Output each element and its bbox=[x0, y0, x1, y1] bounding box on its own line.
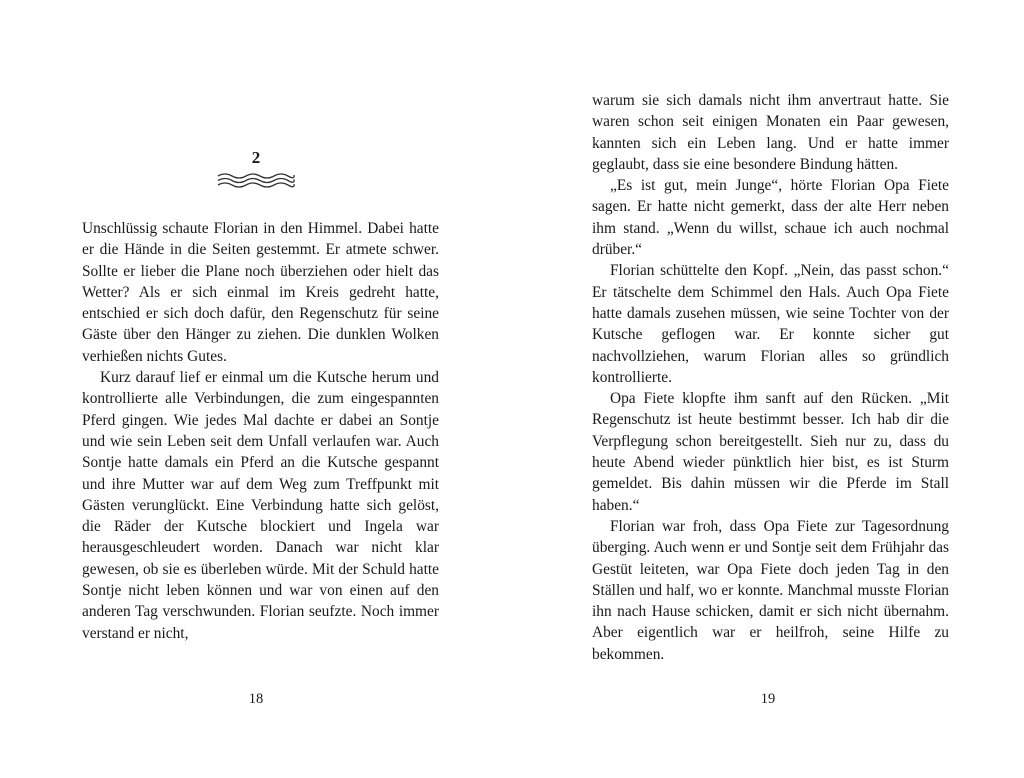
paragraph: warum sie sich damals nicht ihm anvertraut hatte. Sie waren schon seit einigen Monaten ein Paar gewesen, kannten sich ein Leben lang. Und er hatte immer geglaubt, dass sie eine besondere Bindung hätten. bbox=[592, 92, 949, 173]
paragraph: Florian schüttelte den Kopf. „Nein, das passt schon.“ Er tätschelte dem Schimmel den Hals. Auch Opa Fiete hatte damals zusehen müssen, wie seine Tochter von der Kutsche geflogen war. Er konnte sicher gut nachvollziehen, warum Florian alles so gründlich kontrollierte. bbox=[592, 262, 949, 386]
paragraph: „Es ist gut, mein Junge“, hörte Florian Opa Fiete sagen. Er hatte nicht gemerkt, dass der alte Herr neben ihm stand. „Wenn du willst, schaue ich auch nochmal drüber.“ bbox=[592, 177, 949, 259]
right-body-text bbox=[592, 90, 949, 665]
paragraph: Unschlüssig schaute Florian in den Himmel. Dabei hatte er die Hände in die Seiten gestemmt. Er atmete schwer. Sollte er lieber die Plane noch überziehen oder hielt das Wetter? Als er sich einmal im Kreis gedreht hatte, entschied er sich doch dafür, den Regenschutz für seine Gäste über den Hänger zu ziehen. Die dunklen Wolken verhießen nichts Gutes. bbox=[82, 220, 439, 365]
paragraph: Florian war froh, dass Opa Fiete zur Tagesordnung überging. Auch wenn er und Sontje seit dem Frühjahr das Gestüt leiteten, war Opa Fiete doch jeden Tag in den Ställen und half, wo er konnte. Manchmal musste Florian ihn nach Hause schicken, damit er sich nicht übernahm. Aber eigentlich war er heilfroh, seine Hilfe zu bekommen. bbox=[592, 517, 949, 663]
page-number: 18 bbox=[248, 691, 264, 707]
paragraph: Kurz darauf lief er einmal um die Kutsche herum und kontrollierte alle Verbindungen, die zum eingespannten Pferd gingen. Wie jedes Mal dachte er dabei an Sontje und wie sein Leben seit dem Unfall verlaufen war. Auch Sontje hatte damals ein Pferd an die Kutsche gespannt und ihre Mutter war auf dem Weg zum Treffpunkt mit Gästen verunglückt. Eine Verbindung hatte sich gelöst, die Räder der Kutsche blockiert und Ingela war herausgeschleudert worden. Danach war nicht klar gewesen, ob sie es überleben würde. Mit der Schuld hatte Sontje nicht leben können und war von einen auf den anderen Tag verschwunden. Florian seufzte. Noch immer verstand er nicht, bbox=[82, 369, 439, 642]
page-number: 19 bbox=[760, 691, 776, 707]
chapter-number: 2 bbox=[251, 148, 261, 167]
left-body-text bbox=[82, 218, 439, 644]
paragraph: Opa Fiete klopfte ihm sanft auf den Rücken. „Mit Regenschutz ist heute bestimmt besser. Ich hab dir die Verpflegung schon bereitgestellt. Sieh nur zu, dass du heute Abend wieder pünktlich hier bist, es ist Sturm gemeldet. Bis dahin müssen wir die Pferde im Stall haben.“ bbox=[592, 390, 949, 514]
wave-ornament-icon bbox=[216, 172, 296, 188]
right-page bbox=[512, 0, 1024, 778]
